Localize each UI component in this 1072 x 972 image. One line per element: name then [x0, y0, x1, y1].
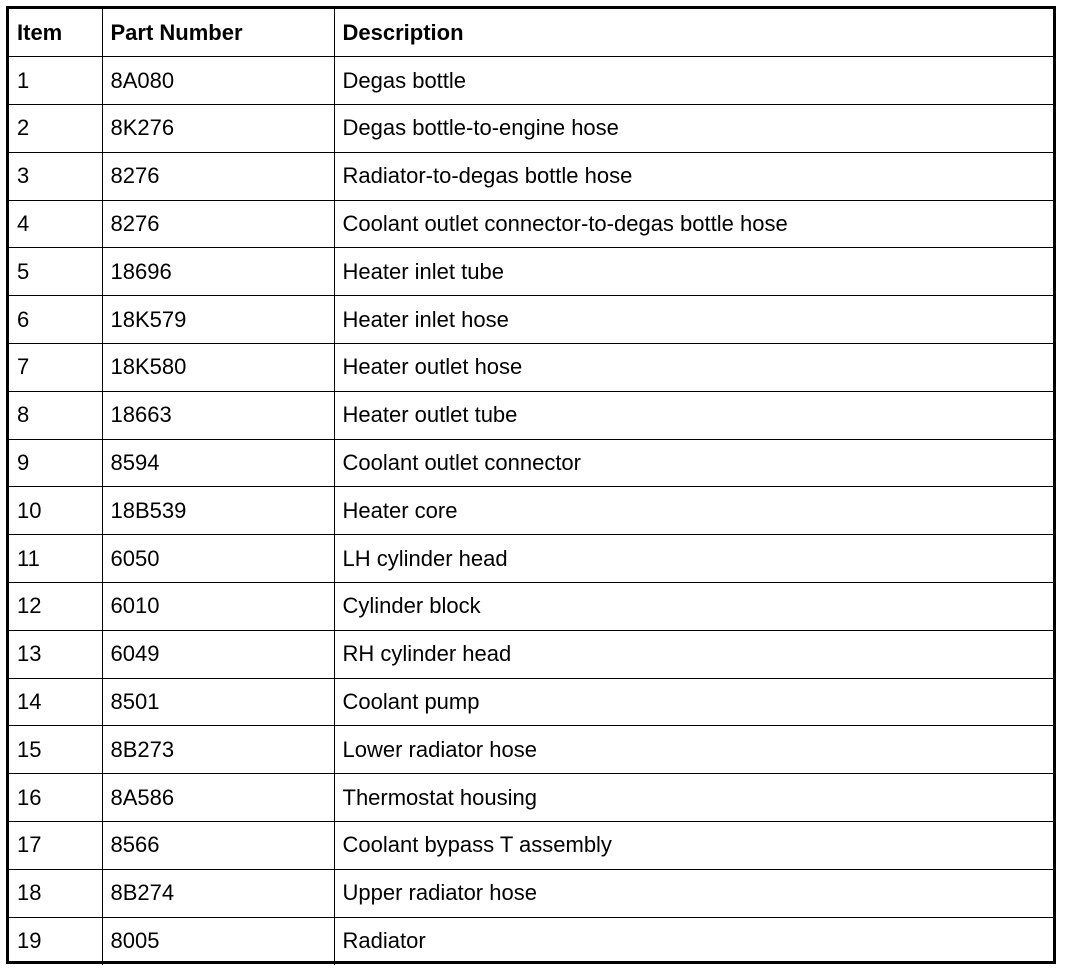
- table-row: [9, 57, 1053, 105]
- item-number-cell: 14: [9, 678, 102, 726]
- table-row: [9, 774, 1053, 822]
- item-number-cell: 6: [9, 296, 102, 344]
- header-row: [9, 9, 1053, 57]
- part-number-cell: 8K276: [102, 105, 334, 153]
- table-header: [9, 9, 1053, 57]
- description-cell: Coolant outlet connector-to-degas bottle hose: [334, 200, 1053, 248]
- part-number-cell: 18K580: [102, 344, 334, 392]
- item-number-cell: 19: [9, 917, 102, 965]
- parts-table-container: [6, 6, 1056, 964]
- description-cell: Radiator-to-degas bottle hose: [334, 152, 1053, 200]
- item-number-cell: 12: [9, 583, 102, 631]
- part-number-cell: 18696: [102, 248, 334, 296]
- table-row: [9, 391, 1053, 439]
- part-number-cell: 8B273: [102, 726, 334, 774]
- table-row: [9, 630, 1053, 678]
- description-cell: Radiator: [334, 917, 1053, 965]
- description-cell: Lower radiator hose: [334, 726, 1053, 774]
- description-cell: Upper radiator hose: [334, 869, 1053, 917]
- description-cell: Degas bottle-to-engine hose: [334, 105, 1053, 153]
- table-row: [9, 248, 1053, 296]
- item-number-cell: 10: [9, 487, 102, 535]
- part-number-cell: 8594: [102, 439, 334, 487]
- part-number-cell: 6010: [102, 583, 334, 631]
- part-number-cell: 6050: [102, 535, 334, 583]
- part-number-cell: 8566: [102, 822, 334, 870]
- description-cell: Heater outlet hose: [334, 344, 1053, 392]
- item-number-cell: 7: [9, 344, 102, 392]
- part-number-cell: 6049: [102, 630, 334, 678]
- table-row: [9, 726, 1053, 774]
- description-cell: Heater inlet hose: [334, 296, 1053, 344]
- item-number-cell: 18: [9, 869, 102, 917]
- item-number-cell: 13: [9, 630, 102, 678]
- item-number-cell: 5: [9, 248, 102, 296]
- table-row: [9, 105, 1053, 153]
- part-number-cell: 8276: [102, 200, 334, 248]
- description-cell: Coolant bypass T assembly: [334, 822, 1053, 870]
- header-part-number: Part Number: [102, 9, 334, 57]
- part-number-cell: 8276: [102, 152, 334, 200]
- table-body: [9, 57, 1053, 965]
- item-number-cell: 16: [9, 774, 102, 822]
- table-row: [9, 583, 1053, 631]
- table-row: [9, 917, 1053, 965]
- header-description: Description: [334, 9, 1053, 57]
- item-number-cell: 4: [9, 200, 102, 248]
- item-number-cell: 9: [9, 439, 102, 487]
- part-number-cell: 8A080: [102, 57, 334, 105]
- table-row: [9, 152, 1053, 200]
- description-cell: Heater core: [334, 487, 1053, 535]
- parts-table: [9, 9, 1053, 965]
- part-number-cell: 18K579: [102, 296, 334, 344]
- item-number-cell: 17: [9, 822, 102, 870]
- table-row: [9, 822, 1053, 870]
- description-cell: Cylinder block: [334, 583, 1053, 631]
- item-number-cell: 3: [9, 152, 102, 200]
- description-cell: LH cylinder head: [334, 535, 1053, 583]
- description-cell: Heater inlet tube: [334, 248, 1053, 296]
- description-cell: Thermostat housing: [334, 774, 1053, 822]
- item-number-cell: 1: [9, 57, 102, 105]
- part-number-cell: 18663: [102, 391, 334, 439]
- description-cell: Coolant pump: [334, 678, 1053, 726]
- table-row: [9, 678, 1053, 726]
- table-row: [9, 344, 1053, 392]
- item-number-cell: 15: [9, 726, 102, 774]
- part-number-cell: 8A586: [102, 774, 334, 822]
- description-cell: Coolant outlet connector: [334, 439, 1053, 487]
- table-row: [9, 487, 1053, 535]
- part-number-cell: 8B274: [102, 869, 334, 917]
- description-cell: RH cylinder head: [334, 630, 1053, 678]
- item-number-cell: 2: [9, 105, 102, 153]
- description-cell: Heater outlet tube: [334, 391, 1053, 439]
- part-number-cell: 18B539: [102, 487, 334, 535]
- description-cell: Degas bottle: [334, 57, 1053, 105]
- table-row: [9, 869, 1053, 917]
- table-row: [9, 535, 1053, 583]
- item-number-cell: 8: [9, 391, 102, 439]
- table-row: [9, 439, 1053, 487]
- part-number-cell: 8501: [102, 678, 334, 726]
- header-item: Item: [9, 9, 102, 57]
- table-row: [9, 200, 1053, 248]
- table-row: [9, 296, 1053, 344]
- part-number-cell: 8005: [102, 917, 334, 965]
- item-number-cell: 11: [9, 535, 102, 583]
